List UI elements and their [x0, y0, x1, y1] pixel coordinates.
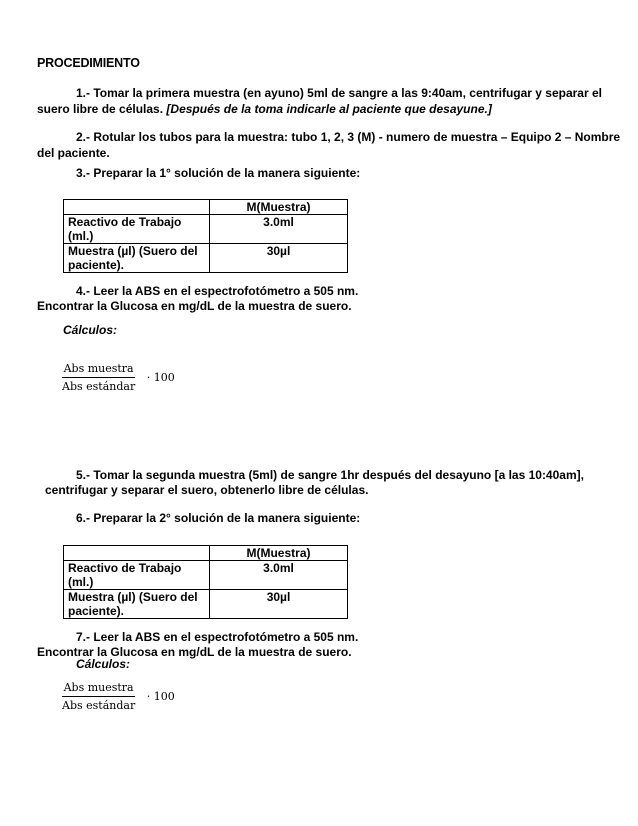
table-row-label-line2: paciente).: [68, 604, 125, 618]
table-header-row: [64, 546, 348, 561]
table-row-label-line1: Muestra (µl) (Suero del: [68, 244, 198, 258]
table-row-label-line1: Reactivo de Trabajo: [68, 215, 182, 229]
glucose-formula-1: [62, 362, 175, 393]
glucose-formula-2: [62, 681, 175, 712]
table-row-label-line2: paciente).: [68, 258, 125, 272]
table-row-value: 3.0ml: [210, 561, 348, 590]
table-row-label-line1: Muestra (µl) (Suero del: [68, 590, 198, 604]
table-header-row: [64, 200, 348, 215]
formula-denominator: Abs estándar: [62, 699, 136, 712]
table-row-label: [64, 215, 210, 244]
table-row: [64, 590, 348, 619]
table-row-label-line2: (ml.): [68, 575, 94, 589]
formula-numerator: Abs muestra: [62, 362, 135, 378]
step1-line2: suero libre de células.: [37, 102, 164, 116]
formula-factor: · 100: [146, 371, 175, 384]
table-row-label-line1: Reactivo de Trabajo: [68, 561, 182, 575]
calculos-label-1: Cálculos:: [63, 323, 118, 337]
step1-line1: 1.- Tomar la primera muestra (en ayuno) 5ml de sangre a las 9:40am, centrifugar y separar el: [76, 86, 602, 100]
table-row-label: [64, 561, 210, 590]
table-header-empty-cell: [64, 200, 210, 215]
table-row-label-line2: (ml.): [68, 229, 94, 243]
step3-line1: 3.- Preparar la 1° solución de la manera siguiente:: [76, 166, 361, 180]
section-title: PROCEDIMIENTO: [37, 56, 140, 70]
step1-note: [Después de la toma indicarle al paciente que desayune.]: [166, 102, 492, 116]
step5-line2: centrifugar y separar el suero, obtenerlo libre de células.: [45, 483, 369, 497]
step6-line1: 6.- Preparar la 2° solución de la manera siguiente:: [76, 511, 361, 525]
step7-line2: Encontrar la Glucosa en mg/dL de la muestra de suero.: [37, 645, 352, 659]
formula-fraction: [62, 681, 135, 712]
solution-table-1: [63, 199, 348, 273]
table-row: [64, 244, 348, 273]
solution-table-2: [63, 545, 348, 619]
table-row-value: 30µl: [210, 590, 348, 619]
step4-line2: Encontrar la Glucosa en mg/dL de la muestra de suero.: [37, 299, 352, 313]
table-row: [64, 561, 348, 590]
step1-line2-wrap: [37, 101, 492, 117]
step7-line1: 7.- Leer la ABS en el espectrofotómetro a 505 nm.: [76, 630, 359, 644]
step2-line1: 2.- Rotular los tubos para la muestra: tubo 1, 2, 3 (M) - numero de muestra – Equipo 2 – Nombre: [76, 130, 621, 144]
formula-fraction: [62, 362, 135, 393]
table-row-value: 30µl: [210, 244, 348, 273]
table-row-label: [64, 244, 210, 273]
formula-numerator: Abs muestra: [62, 681, 135, 697]
formula-denominator: Abs estándar: [62, 380, 136, 393]
calculos-label-2: Cálculos:: [76, 657, 131, 671]
table-header-cell: M(Muestra): [210, 546, 348, 561]
step4-line1: 4.- Leer la ABS en el espectrofotómetro a 505 nm.: [76, 284, 359, 298]
step2-line2: del paciente.: [37, 146, 110, 160]
table-header-empty-cell: [64, 546, 210, 561]
table-row: [64, 215, 348, 244]
table-row-label: [64, 590, 210, 619]
step5-line1: 5.- Tomar la segunda muestra (5ml) de sangre 1hr después del desayuno [a las 10:40am],: [76, 468, 584, 482]
table-header-cell: M(Muestra): [210, 200, 348, 215]
table-row-value: 3.0ml: [210, 215, 348, 244]
formula-factor: · 100: [146, 690, 175, 703]
